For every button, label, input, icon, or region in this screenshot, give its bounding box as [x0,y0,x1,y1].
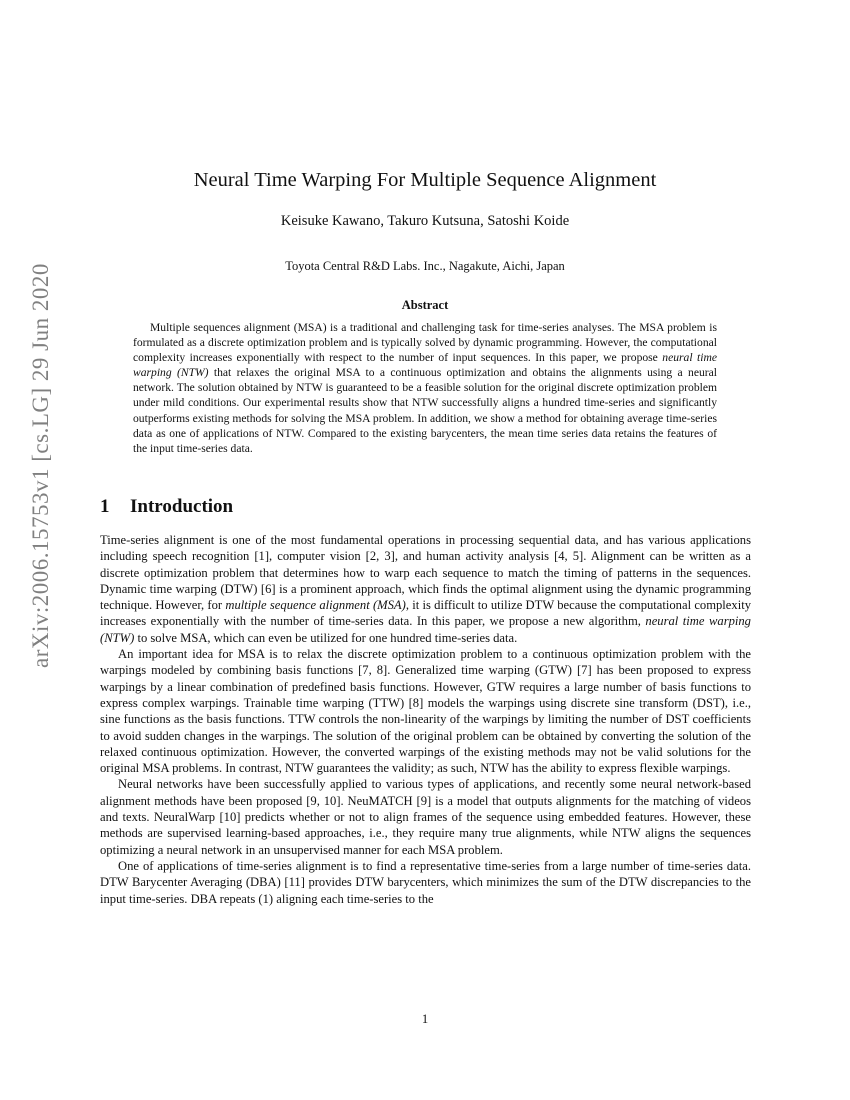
introduction-body [100,532,751,907]
abstract-text-part2: that relaxes the original MSA to a continuous optimization and obtains the alignments using a neural network. The solution obtained by NTW is guaranteed to be a feasible solution for the original discrete optimization problem under mild conditions. Our experimental results show that NTW successfully aligns a hundred time-series and significantly outperforms existing methods for solving the MSA problem. In addition, we show a method for obtaining average time-series data as one of applications of NTW. Compared to the existing barycenters, the mean time series data retains the features of the input time-series data. [133,366,717,455]
abstract-text [133,320,717,456]
paper-title: Neural Time Warping For Multiple Sequence Alignment [193,169,657,191]
paper-authors: Keisuke Kawano, Takuro Kutsuna, Satoshi Koide [280,213,570,229]
paragraph-1-part-a: Time-series alignment is one of the most fundamental operations in processing sequential data, and has various applications including speech recognition [1], computer vision [2, 3], and human activity analysis [4, 5]. Alignment can be written as a discrete optimization problem that determines how to warp each sequence to match the timing of patterns in the sequences. Dynamic time warping (DTW) [6] is a prominent approach, which finds the optimal alignment using the dynamic programming technique. However, for [100,533,751,613]
paragraph-1-emphasis-msa: multiple sequence alignment (MSA) [225,598,406,613]
author-affiliation: Toyota Central R&D Labs. Inc., Nagakute, Aichi, Japan [285,259,565,273]
section-heading-introduction [100,496,233,518]
paragraph-1-part-b: , it is difficult to utilize DTW because the computational complexity increases exponentially with the number of time-series data. In this paper, we propose a new algorithm, [100,598,751,629]
arxiv-identifier-stamp: arXiv:2006.15753v1 [cs.LG] 29 Jun 2020 [28,263,53,668]
section-title: Introduction [130,496,234,517]
page-number: 1 [421,1012,429,1026]
paragraph-1-part-c: to solve MSA, which can even be utilized for one hundred time-series data. [134,630,518,645]
paragraph-1 [100,532,751,646]
paragraph-4: One of applications of time-series alignment is to find a representative time-series from a large number of time-series data. DTW Barycenter Averaging (DBA) [11] provides DTW barycenters, which minimizes the sum of the DTW discrepancies to the input time-series. DBA repeats (1) aligning each time-series to the [100,858,751,906]
section-number: 1 [100,496,110,517]
abstract-text-emphasis: neural time warping (NTW) [133,351,717,380]
abstract-heading: Abstract [401,298,449,312]
paragraph-3: Neural networks have been successfully applied to various types of applications, and recently some neural network-based alignment methods have been proposed [9, 10]. NeuMATCH [9] is a model that outputs alignments for the matching of videos and texts. NeuralWarp [10] predicts whether or not to align frames of the sequence using embedded features. However, these methods are supervised learning-based approaches, i.e., they require many true alignments, while NTW aligns the sequences optimizing a neural network in an unsupervised manner for each MSA problem. [100,777,751,857]
paragraph-2: An important idea for MSA is to relax the discrete optimization problem to a continuous optimization problem with the warpings modeled by combining basis functions [7, 8]. Generalized time warping (GTW) [7] has been proposed to express warpings by a linear combination of predefined basis functions. However, GTW requires a large number of basis functions to express complex warpings. Trainable time warping (TTW) [8] models the warpings using discrete sine transform (DST), i.e., sine functions as the basis functions. TTW controls the non-linearity of the warpings by limiting the number of DST coefficients to avoid sudden changes in the warpings. The solution of the original problem can be obtained by converting the solution of the relaxed continuous optimization. However, the converted warpings of the existing methods may not be valid solutions for the original MSA problems. In contrast, NTW guarantees the validity; as such, NTW has the ability to express flexible warpings. [100,647,751,776]
abstract-text-part1: Multiple sequences alignment (MSA) is a traditional and challenging task for time-series analyses. The MSA problem is formulated as a discrete optimization problem and is typically solved by dynamic programming. However, the computational complexity increases exponentially with respect to the number of input sequences. In this paper, we propose [133,321,717,365]
paragraph-1-emphasis-ntw: neural time warping (NTW) [100,614,751,645]
